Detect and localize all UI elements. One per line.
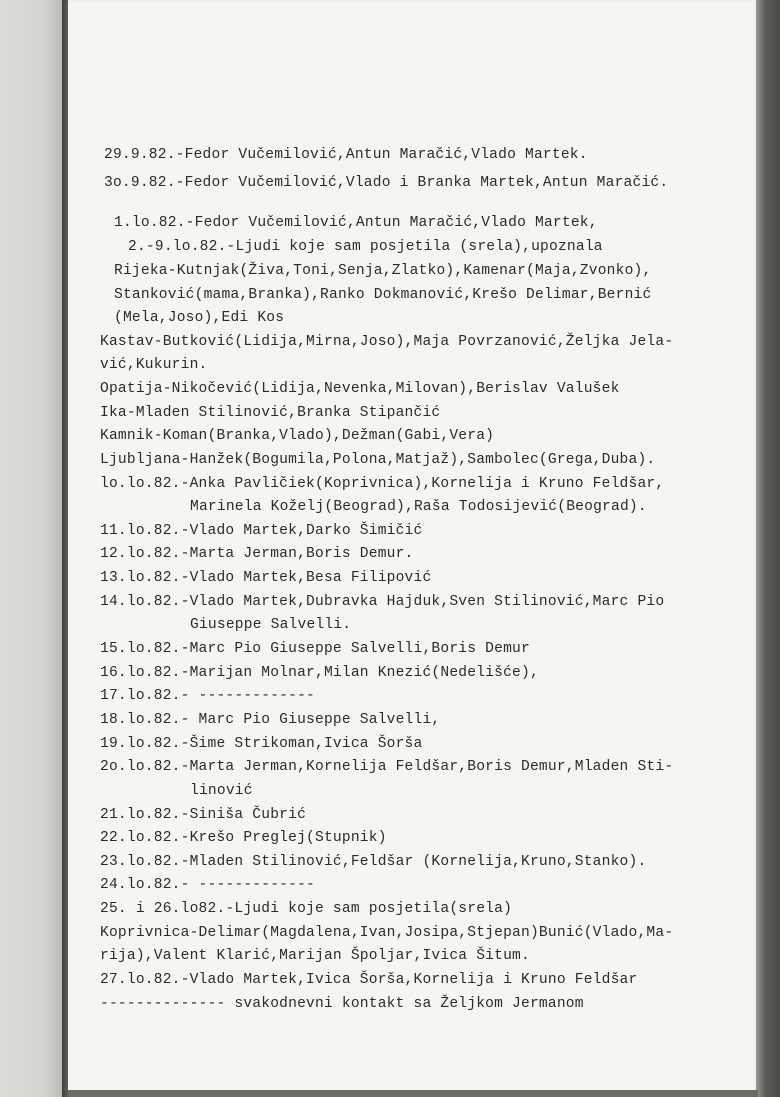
text-line: 17.lo.82.- ------------- (100, 688, 315, 704)
text-line: linović (190, 783, 253, 799)
text-line: 2.-9.lo.82.-Ljudi koje sam posjetila (srela),upoznala (128, 239, 603, 255)
text-line: Opatija-Nikočević(Lidija,Nevenka,Milovan),Berislav Valušek (100, 381, 620, 397)
text-line: Giuseppe Salvelli. (190, 617, 352, 633)
text-line: 11.lo.82.-Vlado Martek,Darko Šimičić (100, 523, 423, 539)
text-line: vić,Kukurin. (100, 357, 208, 373)
text-line: 24.lo.82.- ------------- (100, 877, 315, 893)
text-line: 2o.lo.82.-Marta Jerman,Kornelija Feldšar,Boris Demur,Mladen Sti- (100, 759, 674, 775)
text-line: 13.lo.82.-Vlado Martek,Besa Filipović (100, 570, 432, 586)
left-page-edge (0, 0, 62, 1097)
page-bottom-edge (68, 1090, 758, 1097)
right-page-edge (756, 0, 780, 1097)
text-line: Ljubljana-Hanžek(Bogumila,Polona,Matjaž),Sambolec(Grega,Duba). (100, 452, 656, 468)
text-line: 23.lo.82.-Mladen Stilinović,Feldšar (Kornelija,Kruno,Stanko). (100, 854, 647, 870)
text-line: 18.lo.82.- Marc Pio Giuseppe Salvelli, (100, 712, 441, 728)
text-line: Rijeka-Kutnjak(Živa,Toni,Senja,Zlatko),Kamenar(Maja,Zvonko), (114, 263, 652, 279)
text-line: 14.lo.82.-Vlado Martek,Dubravka Hajduk,Sven Stilinović,Marc Pio (100, 594, 665, 610)
text-line: 27.lo.82.-Vlado Martek,Ivica Šorša,Kornelija i Kruno Feldšar (100, 972, 638, 988)
text-line: 21.lo.82.-Siniša Čubrić (100, 807, 307, 823)
text-line: Stanković(mama,Branka),Ranko Dokmanović,Krešo Delimar,Bernić (114, 287, 652, 303)
text-line: Kamnik-Koman(Branka,Vlado),Dežman(Gabi,Vera) (100, 428, 495, 444)
text-line: 3o.9.82.-Fedor Vučemilović,Vlado i Branka Martek,Antun Maračić. (104, 175, 669, 191)
text-line: 19.lo.82.-Šime Strikoman,Ivica Šorša (100, 736, 423, 752)
text-line: Marinela Koželj(Beograd),Raša Todosijević(Beograd). (190, 499, 647, 515)
typewritten-text (68, 0, 758, 1090)
text-line: Kastav-Butković(Lidija,Mirna,Joso),Maja Povrzanović,Željka Jela- (100, 334, 674, 350)
document-page (68, 0, 758, 1092)
text-line: lo.lo.82.-Anka Pavličiek(Koprivnica),Kornelija i Kruno Feldšar, (100, 476, 665, 492)
text-line: 1.lo.82.-Fedor Vučemilović,Antun Maračić,Vlado Martek, (114, 215, 598, 231)
text-line: 22.lo.82.-Krešo Preglej(Stupnik) (100, 830, 387, 846)
text-line: Koprivnica-Delimar(Magdalena,Ivan,Josipa,Stjepan)Bunić(Vlado,Ma- (100, 925, 674, 941)
text-line: rija),Valent Klarić,Marijan Špoljar,Ivica Šitum. (100, 948, 530, 964)
text-line: Ika-Mladen Stilinović,Branka Stipančić (100, 405, 441, 421)
text-line: (Mela,Joso),Edi Kos (114, 310, 285, 326)
text-line: 29.9.82.-Fedor Vučemilović,Antun Maračić,Vlado Martek. (104, 147, 588, 163)
text-line: 16.lo.82.-Marijan Molnar,Milan Knezić(Nedelišće), (100, 665, 539, 681)
text-line: 15.lo.82.-Marc Pio Giuseppe Salvelli,Boris Demur (100, 641, 530, 657)
text-line: -------------- svakodnevni kontakt sa Željkom Jermanom (100, 996, 584, 1012)
text-line: 12.lo.82.-Marta Jerman,Boris Demur. (100, 546, 414, 562)
text-line: 25. i 26.lo82.-Ljudi koje sam posjetila(srela) (100, 901, 513, 917)
